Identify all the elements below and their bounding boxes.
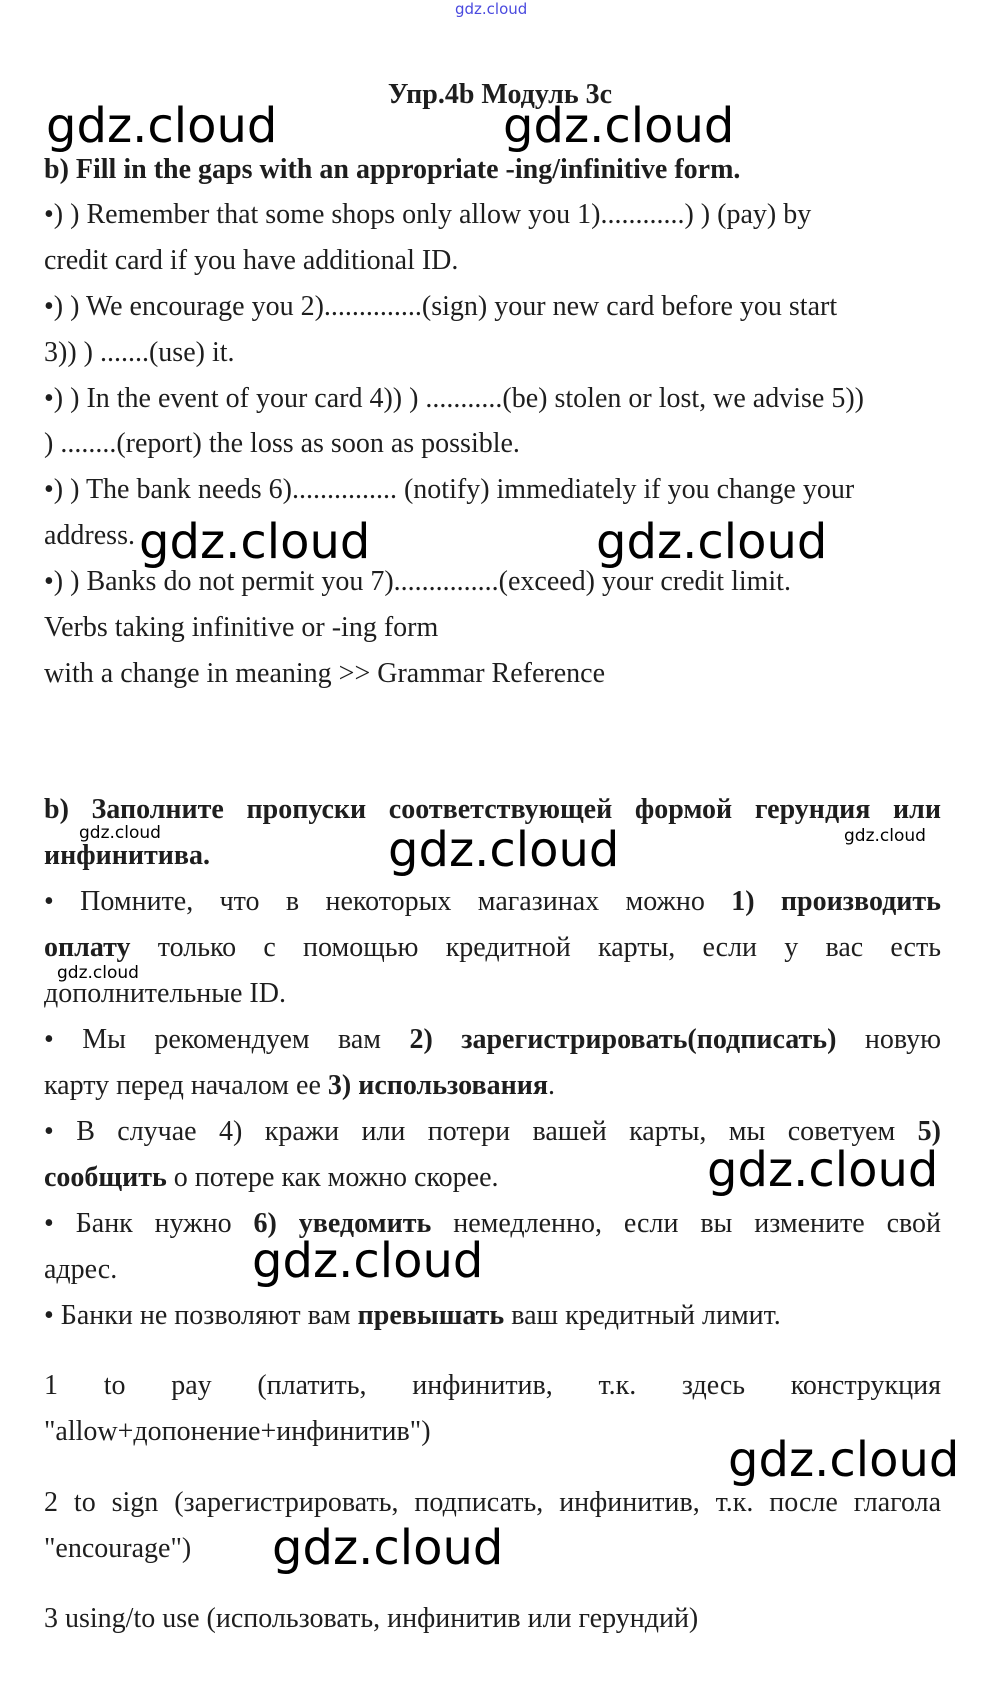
english-line: •) ) Banks do not permit you 7)...............(exceed) your credit limit. bbox=[44, 566, 791, 597]
answer-3: 3 using/to use (использовать, инфинитив или герундий) bbox=[44, 1603, 699, 1634]
english-line: address. bbox=[44, 520, 135, 551]
english-line: Verbs taking infinitive or -ing form bbox=[44, 612, 439, 643]
watermark: gdz.cloud bbox=[46, 98, 278, 154]
russian-sentence-1: дополнительные ID. bbox=[44, 978, 286, 1009]
answer-1: "allow+допонение+инфинитив") bbox=[44, 1416, 431, 1447]
english-line: •) ) In the event of your card 4)) ) ...........(be) stolen or lost, we advise 5)) bbox=[44, 383, 864, 414]
russian-sentence-3: • В случае 4) кражи или потери вашей карты, мы советуем 5) bbox=[44, 1116, 941, 1147]
watermark: gdz.cloud bbox=[57, 963, 139, 983]
watermark: gdz.cloud bbox=[272, 1520, 504, 1576]
russian-instruction: инфинитива. bbox=[44, 840, 211, 871]
english-line: with a change in meaning >> Grammar Reference bbox=[44, 658, 606, 689]
english-line: •) ) The bank needs 6)............... (notify) immediately if you change your bbox=[44, 474, 855, 505]
english-line: •) ) We encourage you 2)..............(sign) your new card before you start bbox=[44, 291, 838, 322]
answer-1: 1 to pay (платить, инфинитив, т.к. здесь конструкция bbox=[44, 1370, 941, 1401]
russian-sentence-3: сообщить о потере как можно скорее. bbox=[44, 1162, 499, 1193]
watermark: gdz.cloud bbox=[252, 1233, 484, 1289]
watermark: gdz.cloud bbox=[707, 1142, 939, 1198]
russian-sentence-4: • Банк нужно 6) уведомить немедленно, если вы измените свой bbox=[44, 1208, 942, 1239]
russian-sentence-2: карту перед началом ее 3) использования. bbox=[44, 1070, 555, 1101]
watermark: gdz.cloud bbox=[79, 823, 161, 843]
english-instruction: b) Fill in the gaps with an appropriate -ing/infinitive form. bbox=[44, 154, 741, 185]
watermark: gdz.cloud bbox=[596, 514, 828, 570]
russian-sentence-1: оплату только с помощью кредитной карты, если у вас есть bbox=[44, 932, 941, 963]
russian-sentence-4: адрес. bbox=[44, 1254, 118, 1285]
watermark: gdz.cloud bbox=[139, 514, 371, 570]
russian-sentence-2: • Мы рекомендуем вам 2) зарегистрировать(подписать) новую bbox=[44, 1024, 942, 1055]
answer-2: 2 to sign (зарегистрировать, подписать, инфинитив, т.к. после глагола bbox=[44, 1487, 941, 1518]
watermark-top: gdz.cloud bbox=[455, 0, 528, 18]
english-line: ) ........(report) the loss as soon as possible. bbox=[44, 428, 520, 459]
english-line: •) ) Remember that some shops only allow you 1)............) ) (pay) by bbox=[44, 199, 812, 230]
watermark: gdz.cloud bbox=[728, 1432, 960, 1488]
page-title: Упр.4b Модуль 3c bbox=[387, 79, 613, 110]
russian-sentence-5: • Банки не позволяют вам превышать ваш кредитный лимит. bbox=[44, 1300, 781, 1331]
russian-instruction: b) Заполните пропуски соответствующей формой герундия или bbox=[44, 794, 941, 825]
russian-sentence-1: • Помните, что в некоторых магазинах можно 1) производить bbox=[44, 886, 941, 917]
english-line: 3)) ) .......(use) it. bbox=[44, 337, 235, 368]
watermark: gdz.cloud bbox=[503, 98, 735, 154]
answer-2: "encourage") bbox=[44, 1533, 192, 1564]
watermark: gdz.cloud bbox=[844, 826, 926, 846]
watermark: gdz.cloud bbox=[388, 822, 620, 878]
english-line: credit card if you have additional ID. bbox=[44, 245, 459, 276]
